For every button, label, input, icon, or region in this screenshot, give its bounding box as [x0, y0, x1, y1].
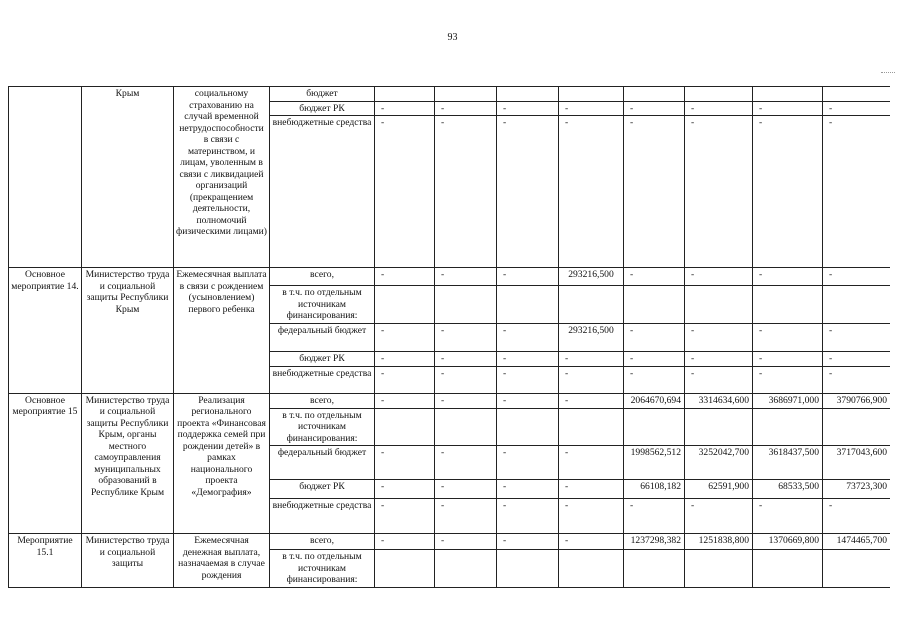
value-cell [497, 286, 559, 324]
value-cell [685, 286, 753, 324]
value-cell [823, 286, 891, 324]
value-cell: - [559, 499, 624, 534]
value-cell: 3686971,000 [753, 393, 823, 408]
value-cell [375, 87, 435, 102]
value-cell: - [753, 324, 823, 352]
value-cell [753, 550, 823, 588]
value-cell: - [435, 268, 497, 286]
value-cell: - [624, 366, 685, 393]
value-cell [624, 87, 685, 102]
value-cell: - [375, 534, 435, 550]
activity-cell: Мероприятие 15.1 [9, 534, 82, 588]
value-cell: - [375, 393, 435, 408]
value-cell: 3790766,900 [823, 393, 891, 408]
funding-source-cell: в т.ч. по отдельным источникам финансирования: [270, 408, 375, 446]
value-cell: 3252042,700 [685, 446, 753, 480]
executor-cell: Министерство труда и социальной защиты Республики Крым [82, 268, 174, 394]
value-cell: 293216,500 [559, 324, 624, 352]
value-cell: - [753, 101, 823, 116]
value-cell: - [375, 324, 435, 352]
value-cell: - [435, 393, 497, 408]
value-cell: - [823, 101, 891, 116]
funding-source-cell: внебюджетные средства [270, 366, 375, 393]
value-cell: - [753, 116, 823, 268]
value-cell: - [435, 446, 497, 480]
value-cell: 73723,300 [823, 480, 891, 499]
value-cell: 3314634,600 [685, 393, 753, 408]
value-cell: - [753, 366, 823, 393]
value-cell: - [497, 480, 559, 499]
value-cell: 62591,900 [685, 480, 753, 499]
value-cell: - [685, 352, 753, 367]
value-cell: - [435, 480, 497, 499]
value-cell: - [497, 393, 559, 408]
funding-source-cell: бюджет [270, 87, 375, 102]
value-cell: - [624, 324, 685, 352]
value-cell: - [435, 534, 497, 550]
description-cell: социальному страхованию на случай временной нетрудоспособности в связи с материнством, и лицам, уволенным в связи с ликвидацией организаций (прекращением деятельности, полномочий физическими лицами) [174, 87, 270, 268]
funding-source-cell: всего, [270, 534, 375, 550]
value-cell: - [375, 116, 435, 268]
value-cell: - [559, 393, 624, 408]
value-cell: - [823, 499, 891, 534]
value-cell [685, 408, 753, 446]
value-cell: - [753, 499, 823, 534]
table-row [9, 393, 891, 408]
value-cell: - [497, 268, 559, 286]
value-cell: - [823, 366, 891, 393]
value-cell [559, 550, 624, 588]
description-cell: Ежемесячная денежная выплата, назначаемая в случае рождения [174, 534, 270, 588]
value-cell [753, 286, 823, 324]
funding-source-cell: федеральный бюджет [270, 324, 375, 352]
funding-source-cell: всего, [270, 393, 375, 408]
value-cell [435, 550, 497, 588]
activity-cell: Основное мероприятие 14. [9, 268, 82, 394]
funding-source-cell: в т.ч. по отдельным источникам финансирования: [270, 286, 375, 324]
value-cell [753, 87, 823, 102]
value-cell: - [559, 116, 624, 268]
value-cell [435, 87, 497, 102]
value-cell: - [559, 480, 624, 499]
value-cell: - [823, 268, 891, 286]
value-cell [435, 408, 497, 446]
value-cell: - [375, 352, 435, 367]
value-cell: - [685, 499, 753, 534]
value-cell: - [497, 101, 559, 116]
value-cell: - [559, 352, 624, 367]
description-cell: Ежемесячная выплата в связи с рождением (усыновлением) первого ребенка [174, 268, 270, 394]
value-cell: 1237298,382 [624, 534, 685, 550]
value-cell: - [435, 366, 497, 393]
value-cell: 66108,182 [624, 480, 685, 499]
value-cell: - [375, 268, 435, 286]
value-cell [375, 408, 435, 446]
value-cell: - [559, 534, 624, 550]
value-cell: - [375, 366, 435, 393]
value-cell: - [559, 101, 624, 116]
value-cell [435, 286, 497, 324]
value-cell: - [624, 101, 685, 116]
value-cell: - [435, 499, 497, 534]
value-cell: - [685, 116, 753, 268]
value-cell: - [685, 366, 753, 393]
value-cell: 2064670,694 [624, 393, 685, 408]
value-cell: - [435, 101, 497, 116]
value-cell [823, 550, 891, 588]
value-cell [497, 408, 559, 446]
budget-table-sheet [8, 86, 890, 601]
value-cell [559, 408, 624, 446]
value-cell: - [823, 116, 891, 268]
value-cell: - [375, 480, 435, 499]
value-cell: - [375, 101, 435, 116]
value-cell: - [497, 366, 559, 393]
scan-artifact-mark [881, 72, 895, 73]
value-cell: - [624, 116, 685, 268]
value-cell: - [435, 324, 497, 352]
value-cell: - [559, 366, 624, 393]
value-cell: 1251838,800 [685, 534, 753, 550]
value-cell: - [624, 268, 685, 286]
value-cell [624, 550, 685, 588]
value-cell: 1474465,700 [823, 534, 891, 550]
funding-source-cell: бюджет РК [270, 480, 375, 499]
funding-source-cell: внебюджетные средства [270, 499, 375, 534]
value-cell: - [497, 116, 559, 268]
value-cell: - [823, 324, 891, 352]
value-cell: - [497, 446, 559, 480]
value-cell [497, 87, 559, 102]
executor-cell: Крым [82, 87, 174, 268]
table-row [9, 268, 891, 286]
value-cell [685, 550, 753, 588]
value-cell [375, 286, 435, 324]
funding-source-cell: в т.ч. по отдельным источникам финансирования: [270, 550, 375, 588]
value-cell: 3618437,500 [753, 446, 823, 480]
table-body [9, 87, 891, 588]
value-cell: 3717043,600 [823, 446, 891, 480]
value-cell: - [685, 268, 753, 286]
funding-source-cell: внебюджетные средства [270, 116, 375, 268]
value-cell: 1370669,800 [753, 534, 823, 550]
value-cell: - [685, 324, 753, 352]
executor-cell: Министерство труда и социальной защиты [82, 534, 174, 588]
value-cell [624, 286, 685, 324]
value-cell [753, 408, 823, 446]
value-cell: - [375, 446, 435, 480]
value-cell: - [685, 101, 753, 116]
value-cell [559, 87, 624, 102]
value-cell: - [497, 534, 559, 550]
value-cell: - [435, 352, 497, 367]
value-cell: 68533,500 [753, 480, 823, 499]
value-cell: - [624, 352, 685, 367]
value-cell: - [497, 499, 559, 534]
value-cell [375, 550, 435, 588]
value-cell: - [559, 446, 624, 480]
value-cell [823, 408, 891, 446]
funding-source-cell: федеральный бюджет [270, 446, 375, 480]
value-cell: - [497, 324, 559, 352]
table-row [9, 87, 891, 102]
value-cell [624, 408, 685, 446]
funding-source-cell: всего, [270, 268, 375, 286]
activity-cell [9, 87, 82, 268]
table-row [9, 534, 891, 550]
value-cell: - [497, 352, 559, 367]
value-cell: 1998562,512 [624, 446, 685, 480]
value-cell [823, 87, 891, 102]
value-cell [497, 550, 559, 588]
value-cell: - [435, 116, 497, 268]
funding-source-cell: бюджет РК [270, 101, 375, 116]
activity-cell: Основное мероприятие 15 [9, 393, 82, 534]
value-cell: 293216,500 [559, 268, 624, 286]
value-cell: - [753, 352, 823, 367]
budget-table [8, 86, 890, 588]
value-cell [685, 87, 753, 102]
description-cell: Реализация регионального проекта «Финансовая поддержка семей при рождении детей» в рамках национального проекта «Демография» [174, 393, 270, 534]
funding-source-cell: бюджет РК [270, 352, 375, 367]
value-cell: - [624, 499, 685, 534]
executor-cell: Министерство труда и социальной защиты Республики Крым, органы местного самоуправления муниципальных образований в Республике Крым [82, 393, 174, 534]
value-cell: - [823, 352, 891, 367]
page-number: 93 [447, 32, 458, 43]
value-cell: - [753, 268, 823, 286]
value-cell [559, 286, 624, 324]
value-cell: - [375, 499, 435, 534]
